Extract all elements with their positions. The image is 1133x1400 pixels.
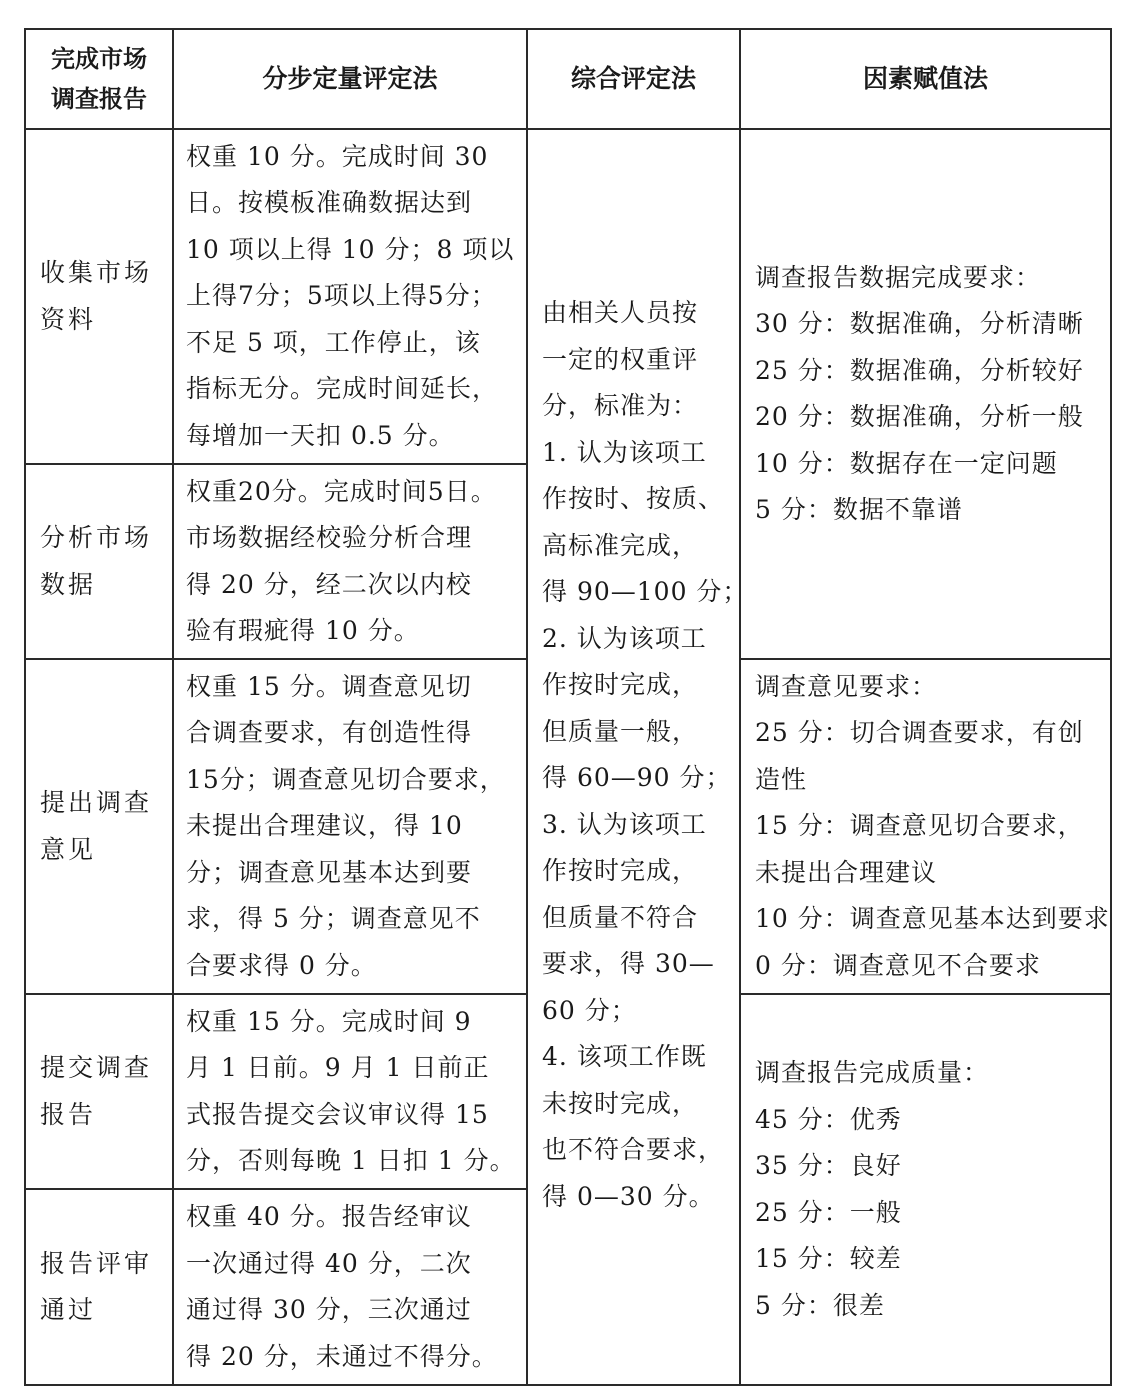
header-factor: 因素赋值法 <box>740 29 1111 129</box>
header-stepwise: 分步定量评定法 <box>173 29 527 129</box>
header-comprehensive: 综合评定法 <box>527 29 740 129</box>
item-cell: 报告评审 通过 <box>25 1189 173 1385</box>
table-row <box>25 129 1111 464</box>
item-cell: 提出调查 意见 <box>25 659 173 994</box>
stepwise-cell: 权重 40 分。报告经审议 一次通过得 40 分，二次 通过得 30 分，三次通过 得 20 分，未通过不得分。 <box>173 1189 527 1385</box>
stepwise-cell: 权重 15 分。完成时间 9 月 1 日前。9 月 1 日前正 式报告提交会议审议得 15 分，否则每晚 1 日扣 1 分。 <box>173 994 527 1189</box>
factor-cell-quality: 调查报告完成质量： 45 分：优秀 35 分：良好 25 分：一般 15 分：较差 5 分：很差 <box>740 994 1111 1385</box>
factor-cell-data: 调查报告数据完成要求： 30 分：数据准确，分析清晰 25 分：数据准确，分析较好 20 分：数据准确，分析一般 10 分：数据存在一定问题 5 分：数据不靠谱 <box>740 129 1111 659</box>
item-cell: 分析市场 数据 <box>25 464 173 659</box>
header-row <box>25 29 1111 129</box>
stepwise-cell: 权重20分。完成时间5日。 市场数据经校验分析合理 得 20 分，经二次以内校 验有瑕疵得 10 分。 <box>173 464 527 659</box>
header-item: 完成市场 调查报告 <box>25 29 173 129</box>
stepwise-cell: 权重 10 分。完成时间 30 日。按模板准确数据达到 10 项以上得 10 分；8 项以 上得7分；5项以上得5分； 不足 5 项，工作停止，该 指标无分。完成时间延长， 每增加一天扣 0.5 分。 <box>173 129 527 464</box>
comprehensive-cell: 由相关人员按 一定的权重评 分，标准为： 1. 认为该项工 作按时、按质、 高标准完成， 得 90—100 分； 2. 认为该项工 作按时完成， 但质量一般， 得 60—90 分； 3. 认为该项工 作按时完成， 但质量不符合 要求，得 30— 60 分； 4. 该项工作既 未按时完成， 也不符合要求， 得 0—30 分。 <box>527 129 740 1385</box>
evaluation-methods-table <box>24 28 1112 1386</box>
item-cell: 收集市场 资料 <box>25 129 173 464</box>
item-cell: 提交调查 报告 <box>25 994 173 1189</box>
stepwise-cell: 权重 15 分。调查意见切 合调查要求，有创造性得 15分；调查意见切合要求， 未提出合理建议，得 10 分；调查意见基本达到要 求，得 5 分；调查意见不 合要求得 0 分。 <box>173 659 527 994</box>
factor-cell-opinion: 调查意见要求： 25 分：切合调查要求，有创 造性 15 分：调查意见切合要求， 未提出合理建议 10 分：调查意见基本达到要求 0 分：调查意见不合要求 <box>740 659 1111 994</box>
